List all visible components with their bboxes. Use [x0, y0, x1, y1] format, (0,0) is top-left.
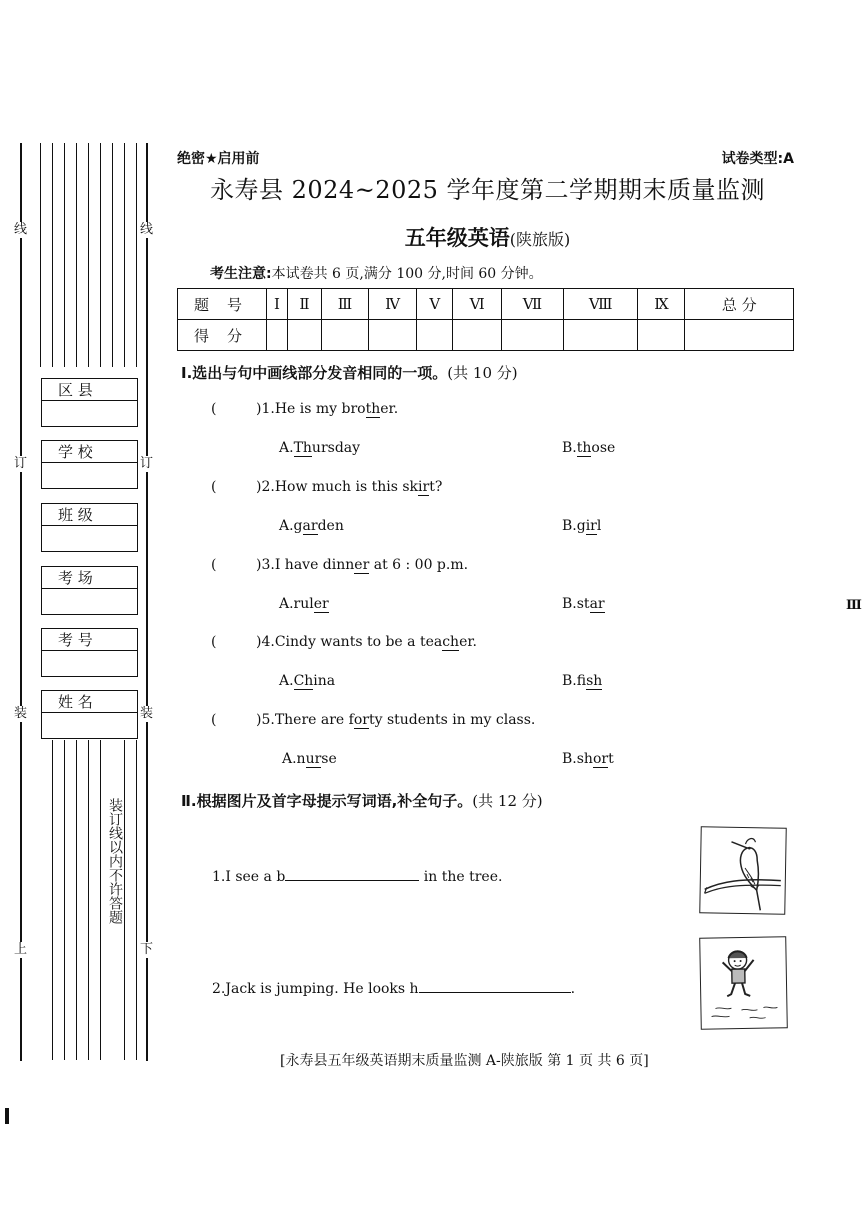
edition-label: (陕旅版): [509, 230, 571, 249]
question-2: )2.How much is this skirt?: [256, 479, 443, 495]
score-cell[interactable]: [685, 320, 794, 351]
field-exam-no-input[interactable]: [41, 651, 138, 677]
fill-question-1: 1.I see a b in the tree.: [212, 866, 502, 885]
field-district-label: 区 县: [41, 378, 138, 401]
answer-paren[interactable]: (: [211, 479, 217, 495]
side-char: 订: [140, 456, 154, 471]
section-2-title: Ⅱ.根据图片及首字母提示写词语,补全句子。(共 12 分): [181, 792, 543, 810]
answer-paren[interactable]: (: [211, 712, 217, 728]
field-class-label: 班 级: [41, 503, 138, 526]
binding-line: [124, 740, 125, 1060]
score-cell[interactable]: [267, 320, 288, 351]
binding-line: [136, 143, 137, 367]
boy-icon: [700, 937, 787, 1028]
binding-line: [64, 143, 65, 367]
option-a[interactable]: A.China: [279, 673, 336, 689]
bird-icon: [700, 827, 785, 913]
answer-paren[interactable]: (: [211, 557, 217, 573]
answer-blank[interactable]: [285, 866, 419, 881]
score-cell[interactable]: [563, 320, 638, 351]
score-table-header-row: [178, 289, 794, 320]
binding-line: [146, 143, 148, 1061]
score-cell[interactable]: [417, 320, 453, 351]
side-char: 装: [14, 706, 28, 721]
subject-name: 五年级英语: [404, 226, 510, 250]
field-exam-no-label: 考 号: [41, 628, 138, 651]
scan-mark: [5, 1108, 9, 1124]
fill-question-2: 2.Jack is jumping. He looks h .: [212, 978, 575, 997]
score-cell[interactable]: [453, 320, 502, 351]
binding-line: [76, 143, 77, 367]
field-name-input[interactable]: [41, 713, 138, 739]
field-school-label: 学 校: [41, 440, 138, 463]
binding-warning: 装订线以内不许答题: [107, 798, 123, 924]
bird-picture: [699, 826, 787, 914]
answer-blank[interactable]: [419, 978, 571, 993]
score-col-header: V: [417, 289, 453, 320]
option-a[interactable]: A.ruler: [279, 596, 329, 612]
field-room-input[interactable]: [41, 589, 138, 615]
side-char: 线: [14, 222, 28, 237]
binding-line: [88, 740, 89, 1060]
option-a[interactable]: A.Thursday: [279, 440, 361, 456]
binding-line: [124, 143, 125, 367]
field-name-label: 姓 名: [41, 690, 138, 713]
option-b[interactable]: B.short: [562, 751, 614, 767]
score-col-header: Ⅶ: [502, 289, 564, 320]
binding-line: [100, 740, 101, 1060]
binding-line: [76, 740, 77, 1060]
score-table-score-row: [178, 320, 794, 351]
binding-line: [100, 143, 101, 367]
field-district-input[interactable]: [41, 401, 138, 427]
question-5: )5.There are forty students in my class.: [256, 712, 536, 728]
score-table-row-label: 得分: [178, 320, 267, 351]
field-class-input[interactable]: [41, 526, 138, 552]
score-col-header: I: [267, 289, 288, 320]
binding-line: [20, 143, 22, 1061]
answer-paren[interactable]: (: [211, 401, 217, 417]
score-cell[interactable]: [321, 320, 368, 351]
question-3: )3.I have dinner at 6 : 00 p.m.: [256, 557, 469, 573]
answer-paren[interactable]: (: [211, 634, 217, 650]
score-col-header: Ⅸ: [638, 289, 685, 320]
question-1: )1.He is my brother.: [256, 401, 399, 417]
field-school-input[interactable]: [41, 463, 138, 489]
next-section-mark: Ⅲ: [846, 598, 862, 613]
option-a[interactable]: A.garden: [279, 518, 344, 534]
score-col-header: Ⅳ: [368, 289, 417, 320]
side-char: 上: [14, 942, 28, 957]
jumping-boy-picture: [699, 936, 788, 1030]
score-col-header: Ⅲ: [321, 289, 368, 320]
score-col-header: Ⅵ: [453, 289, 502, 320]
exam-title: 永寿县 2024~2025 学年度第二学期期末质量监测: [209, 176, 766, 204]
notice-text: 本试卷共 6 页,满分 100 分,时间 60 分钟。: [271, 266, 543, 282]
side-char: 订: [14, 456, 28, 471]
option-b[interactable]: B.those: [562, 440, 616, 456]
field-room-label: 考 场: [41, 566, 138, 589]
paper-type: 试卷类型:A: [721, 151, 794, 167]
exam-subject: [170, 222, 805, 252]
side-char: 下: [140, 942, 154, 957]
score-cell[interactable]: [368, 320, 417, 351]
score-table-row-label: 题号: [178, 289, 267, 320]
section-1-title: Ⅰ.选出与句中画线部分发音相同的一项。(共 10 分): [181, 364, 518, 382]
score-col-header: Ⅷ: [563, 289, 638, 320]
binding-line: [40, 143, 41, 367]
binding-line: [112, 143, 113, 367]
score-cell[interactable]: [288, 320, 322, 351]
binding-line: [88, 143, 89, 367]
side-char: 线: [140, 222, 154, 237]
score-col-header: Ⅱ: [288, 289, 322, 320]
exam-notice: [210, 263, 543, 283]
score-table: [177, 288, 794, 351]
binding-line: [64, 740, 65, 1060]
option-b[interactable]: B.fish: [562, 673, 603, 689]
page-footer: [永寿县五年级英语期末质量监测 A-陕旅版 第 1 页 共 6 页]: [280, 1053, 649, 1069]
binding-line: [136, 740, 137, 1060]
score-col-header: 总 分: [685, 289, 794, 320]
option-b[interactable]: B.star: [562, 596, 605, 612]
question-4: )4.Cindy wants to be a teacher.: [256, 634, 477, 650]
binding-line: [52, 143, 53, 367]
score-cell[interactable]: [502, 320, 564, 351]
option-b[interactable]: B.girl: [562, 518, 602, 534]
binding-line: [52, 740, 53, 1060]
notice-label: 考生注意:: [210, 266, 272, 282]
section-points: (共 10 分): [447, 364, 518, 382]
score-cell[interactable]: [638, 320, 685, 351]
section-points: (共 12 分): [472, 792, 543, 810]
side-char: 装: [140, 706, 154, 721]
confidential-mark: 绝密★启用前: [177, 151, 260, 167]
option-a[interactable]: A.nurse: [282, 751, 337, 767]
